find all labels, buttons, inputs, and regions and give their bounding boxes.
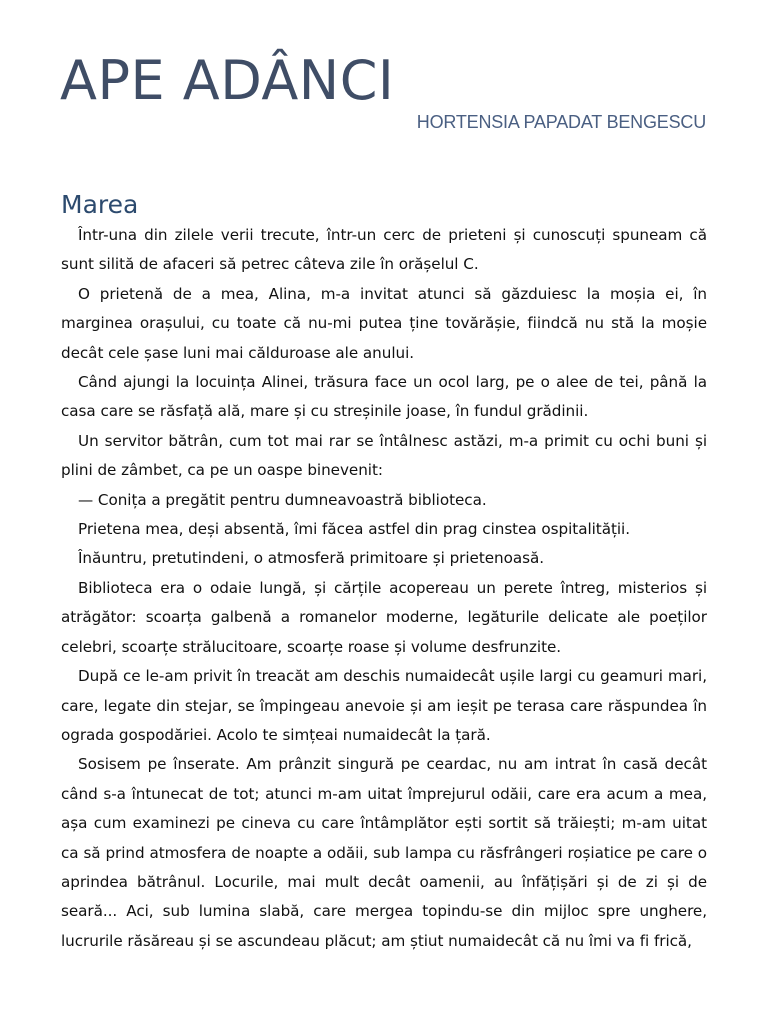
paragraph: Înăuntru, pretutindeni, o atmosferă primitoare și prietenoasă. bbox=[78, 549, 544, 568]
paragraph: O prietenă de a mea, Alina, m-a invitat atunci să găzduiesc la moșia ei, în marginea orașului, cu toate că nu-mi putea ține tovărășie, fiindcă nu stă la moșie decât cele șase luni mai călduroase ale anului. bbox=[61, 284, 707, 362]
paragraph: Biblioteca era o odaie lungă, și cărțile acopereau un perete întreg, misterios și atrăgător: scoarța galbenă a romanelor moderne, legăturile delicate ale poeților celebri, scoarțe strălucitoare, scoarțe roase și volume desfrunzite. bbox=[61, 578, 707, 656]
paragraph: Prietena mea, deși absentă, îmi făcea astfel din prag cinstea ospitalității. bbox=[78, 520, 630, 539]
paragraph: După ce le-am privit în treacăt am deschis numaidecât ușile largi cu geamuri mari, care, legate din stejar, se împingeau anevoie și am ieșit pe terasa care răspundea în ograda gospodăriei. Acolo te simțeai numaidecât la țară. bbox=[61, 667, 707, 744]
chapter-body bbox=[61, 221, 707, 956]
dialogue-line: — Conița a pregătit pentru dumneavoastră biblioteca. bbox=[78, 490, 487, 509]
paragraph: Sosisem pe înserate. Am prânzit singură pe ceardac, nu am intrat în casă decât când s-a întunecat de tot; atunci m-am uitat împrejurul odăii, care era acum a mea, așa cum examinezi pe cineva cu care întâmplător ești sortit să trăiești; m-am uitat ca să prind atmosfera de noapte a odăii, sub lampa cu răsfrângeri roșiatice pe care o aprindea bătrânul. Locurile, mai mult decât oamenii, au înfățișări și de zi și de seară... Aci, sub lumina slabă, care mergea topindu-se din mijloc spre unghere, lucrurile răsăreau și se ascundeau plăcut; am știut numaidecât că nu îmi va fi frică, bbox=[61, 755, 707, 950]
paragraph: Când ajungi la locuința Alinei, trăsura face un ocol larg, pe o alee de tei, până la casa care se răsfață ală, mare și cu streșinile joase, în fundul grădinii. bbox=[61, 373, 707, 421]
paragraph: Un servitor bătrân, cum tot mai rar se întâlnesc astăzi, m-a primit cu ochi buni și plini de zâmbet, ca pe un oaspe binevenit: bbox=[61, 431, 707, 480]
paragraph: Într-una din zilele verii trecute, într-un cerc de prieteni și cunoscuți spuneam că sunt silită de afaceri să petrec câteva zile în orășelul C. bbox=[61, 226, 707, 274]
book-author: HORTENSIA PAPADAT BENGESCU bbox=[416, 112, 706, 132]
book-title: APE ADÂNCI bbox=[60, 49, 395, 112]
chapter-title: Marea bbox=[61, 190, 139, 219]
